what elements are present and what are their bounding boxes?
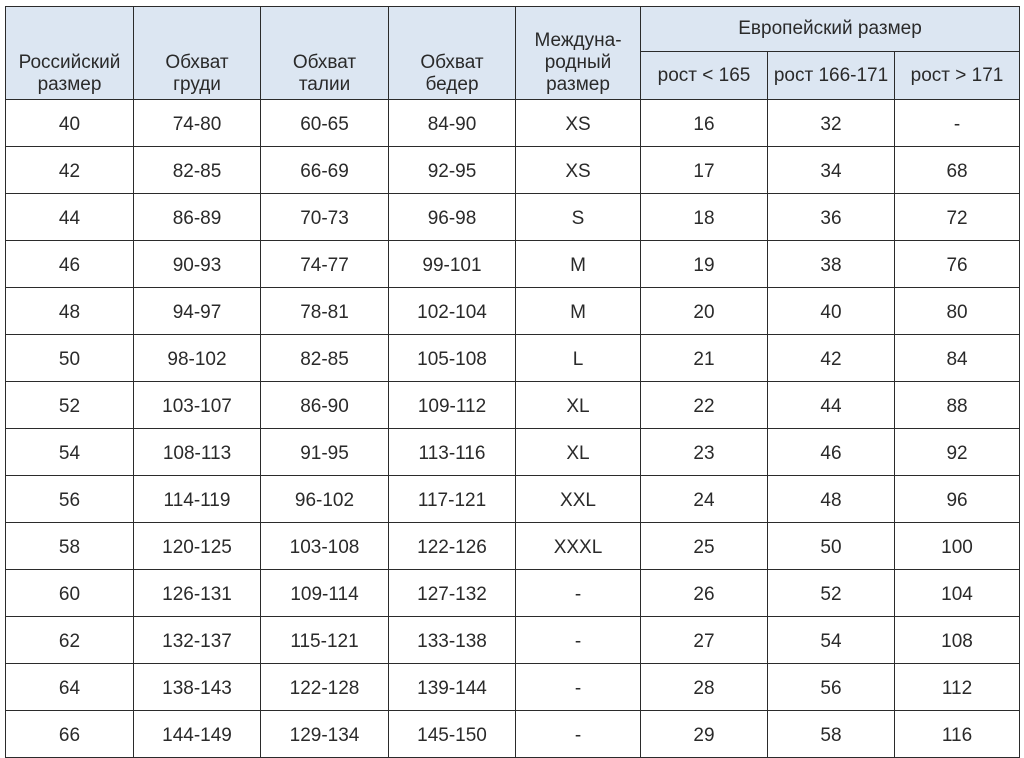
cell-chest: 103-107 [134,382,261,429]
cell-ru-size: 66 [6,711,134,758]
cell-hips: 84-90 [389,100,516,147]
cell-eu-low: 18 [641,194,768,241]
header-waist-line1: Обхват [292,52,357,73]
cell-eu-high: 84 [895,335,1020,382]
cell-eu-high: 112 [895,664,1020,711]
header-waist-line2: талии [298,74,351,95]
cell-eu-mid: 56 [768,664,895,711]
cell-intl-size: S [516,194,641,241]
cell-chest: 74-80 [134,100,261,147]
cell-chest: 114-119 [134,476,261,523]
cell-ru-size: 42 [6,147,134,194]
cell-intl-size: XXXL [516,523,641,570]
cell-ru-size: 40 [6,100,134,147]
header-eu-size: Европейский размер [641,7,1020,52]
cell-intl-size: XS [516,100,641,147]
cell-chest: 94-97 [134,288,261,335]
table-row [6,288,1020,335]
cell-eu-low: 21 [641,335,768,382]
cell-chest: 132-137 [134,617,261,664]
cell-hips: 117-121 [389,476,516,523]
header-chest [134,7,261,100]
header-ru-size [6,7,134,100]
table-body [6,100,1020,758]
cell-ru-size: 46 [6,241,134,288]
table-row [6,617,1020,664]
header-hips [389,7,516,100]
cell-eu-mid: 46 [768,429,895,476]
cell-intl-size: XXL [516,476,641,523]
cell-eu-mid: 36 [768,194,895,241]
cell-intl-size: - [516,617,641,664]
cell-chest: 120-125 [134,523,261,570]
cell-eu-low: 16 [641,100,768,147]
cell-ru-size: 64 [6,664,134,711]
cell-eu-mid: 34 [768,147,895,194]
cell-eu-mid: 50 [768,523,895,570]
cell-ru-size: 52 [6,382,134,429]
cell-waist: 60-65 [261,100,389,147]
header-intl-line3: размер [546,74,610,95]
cell-eu-high: 108 [895,617,1020,664]
header-chest-line1: Обхват [165,52,229,73]
header-hips-line1: Обхват [420,52,484,73]
cell-eu-low: 23 [641,429,768,476]
cell-hips: 145-150 [389,711,516,758]
cell-eu-mid: 42 [768,335,895,382]
cell-waist: 109-114 [261,570,389,617]
cell-eu-high: 76 [895,241,1020,288]
cell-ru-size: 54 [6,429,134,476]
cell-waist: 103-108 [261,523,389,570]
header-waist [261,7,389,100]
cell-waist: 86-90 [261,382,389,429]
cell-eu-mid: 40 [768,288,895,335]
header-intl-line2: родный [544,52,612,73]
cell-intl-size: - [516,570,641,617]
cell-eu-low: 28 [641,664,768,711]
cell-waist: 74-77 [261,241,389,288]
cell-waist: 78-81 [261,288,389,335]
cell-hips: 139-144 [389,664,516,711]
cell-waist: 70-73 [261,194,389,241]
cell-eu-high: 96 [895,476,1020,523]
cell-intl-size: XS [516,147,641,194]
header-ru-size-line2: размер [37,74,102,95]
cell-waist: 129-134 [261,711,389,758]
cell-eu-low: 19 [641,241,768,288]
cell-hips: 127-132 [389,570,516,617]
cell-intl-size: XL [516,429,641,476]
cell-chest: 144-149 [134,711,261,758]
cell-ru-size: 56 [6,476,134,523]
table-row [6,100,1020,147]
cell-waist: 82-85 [261,335,389,382]
cell-ru-size: 48 [6,288,134,335]
cell-hips: 109-112 [389,382,516,429]
header-intl-line1: Междуна- [534,30,622,51]
cell-eu-high: 116 [895,711,1020,758]
cell-eu-high: 72 [895,194,1020,241]
header-eu-height-low: рост < 165 [641,52,768,100]
cell-eu-high: - [895,100,1020,147]
cell-eu-low: 24 [641,476,768,523]
cell-hips: 99-101 [389,241,516,288]
table-row [6,335,1020,382]
table-row [6,570,1020,617]
table-row [6,194,1020,241]
cell-eu-high: 80 [895,288,1020,335]
cell-eu-mid: 54 [768,617,895,664]
table-row [6,241,1020,288]
cell-waist: 115-121 [261,617,389,664]
cell-eu-mid: 32 [768,100,895,147]
header-chest-line2: груди [173,74,221,95]
header-row [6,7,1020,52]
header-ru-size-line1: Российский [18,52,121,73]
cell-intl-size: - [516,711,641,758]
cell-ru-size: 58 [6,523,134,570]
cell-eu-high: 92 [895,429,1020,476]
table-row [6,147,1020,194]
table-row [6,382,1020,429]
cell-hips: 102-104 [389,288,516,335]
cell-ru-size: 50 [6,335,134,382]
cell-chest: 138-143 [134,664,261,711]
cell-chest: 86-89 [134,194,261,241]
header-eu-height-mid: рост 166-171 [768,52,895,100]
cell-chest: 90-93 [134,241,261,288]
cell-hips: 122-126 [389,523,516,570]
table-row [6,711,1020,758]
cell-waist: 122-128 [261,664,389,711]
cell-eu-low: 17 [641,147,768,194]
table-row [6,429,1020,476]
header-hips-line2: бедер [425,74,479,95]
cell-eu-mid: 52 [768,570,895,617]
cell-intl-size: M [516,241,641,288]
cell-eu-mid: 48 [768,476,895,523]
cell-eu-low: 27 [641,617,768,664]
size-chart [5,6,1019,746]
cell-eu-mid: 38 [768,241,895,288]
cell-intl-size: M [516,288,641,335]
cell-eu-high: 68 [895,147,1020,194]
table-row [6,476,1020,523]
cell-hips: 92-95 [389,147,516,194]
cell-ru-size: 44 [6,194,134,241]
cell-eu-mid: 58 [768,711,895,758]
cell-chest: 98-102 [134,335,261,382]
cell-waist: 96-102 [261,476,389,523]
cell-intl-size: XL [516,382,641,429]
cell-eu-low: 20 [641,288,768,335]
size-table [5,6,1020,758]
cell-eu-low: 29 [641,711,768,758]
cell-eu-mid: 44 [768,382,895,429]
cell-intl-size: - [516,664,641,711]
cell-chest: 126-131 [134,570,261,617]
cell-chest: 82-85 [134,147,261,194]
cell-eu-low: 22 [641,382,768,429]
header-eu-height-high: рост > 171 [895,52,1020,100]
cell-eu-high: 88 [895,382,1020,429]
cell-ru-size: 62 [6,617,134,664]
cell-hips: 105-108 [389,335,516,382]
cell-waist: 66-69 [261,147,389,194]
header-intl-size [516,7,641,100]
cell-eu-high: 100 [895,523,1020,570]
table-row [6,664,1020,711]
cell-hips: 113-116 [389,429,516,476]
table-row [6,523,1020,570]
cell-intl-size: L [516,335,641,382]
cell-eu-high: 104 [895,570,1020,617]
cell-hips: 133-138 [389,617,516,664]
cell-waist: 91-95 [261,429,389,476]
cell-chest: 108-113 [134,429,261,476]
cell-ru-size: 60 [6,570,134,617]
cell-eu-low: 25 [641,523,768,570]
cell-eu-low: 26 [641,570,768,617]
cell-hips: 96-98 [389,194,516,241]
